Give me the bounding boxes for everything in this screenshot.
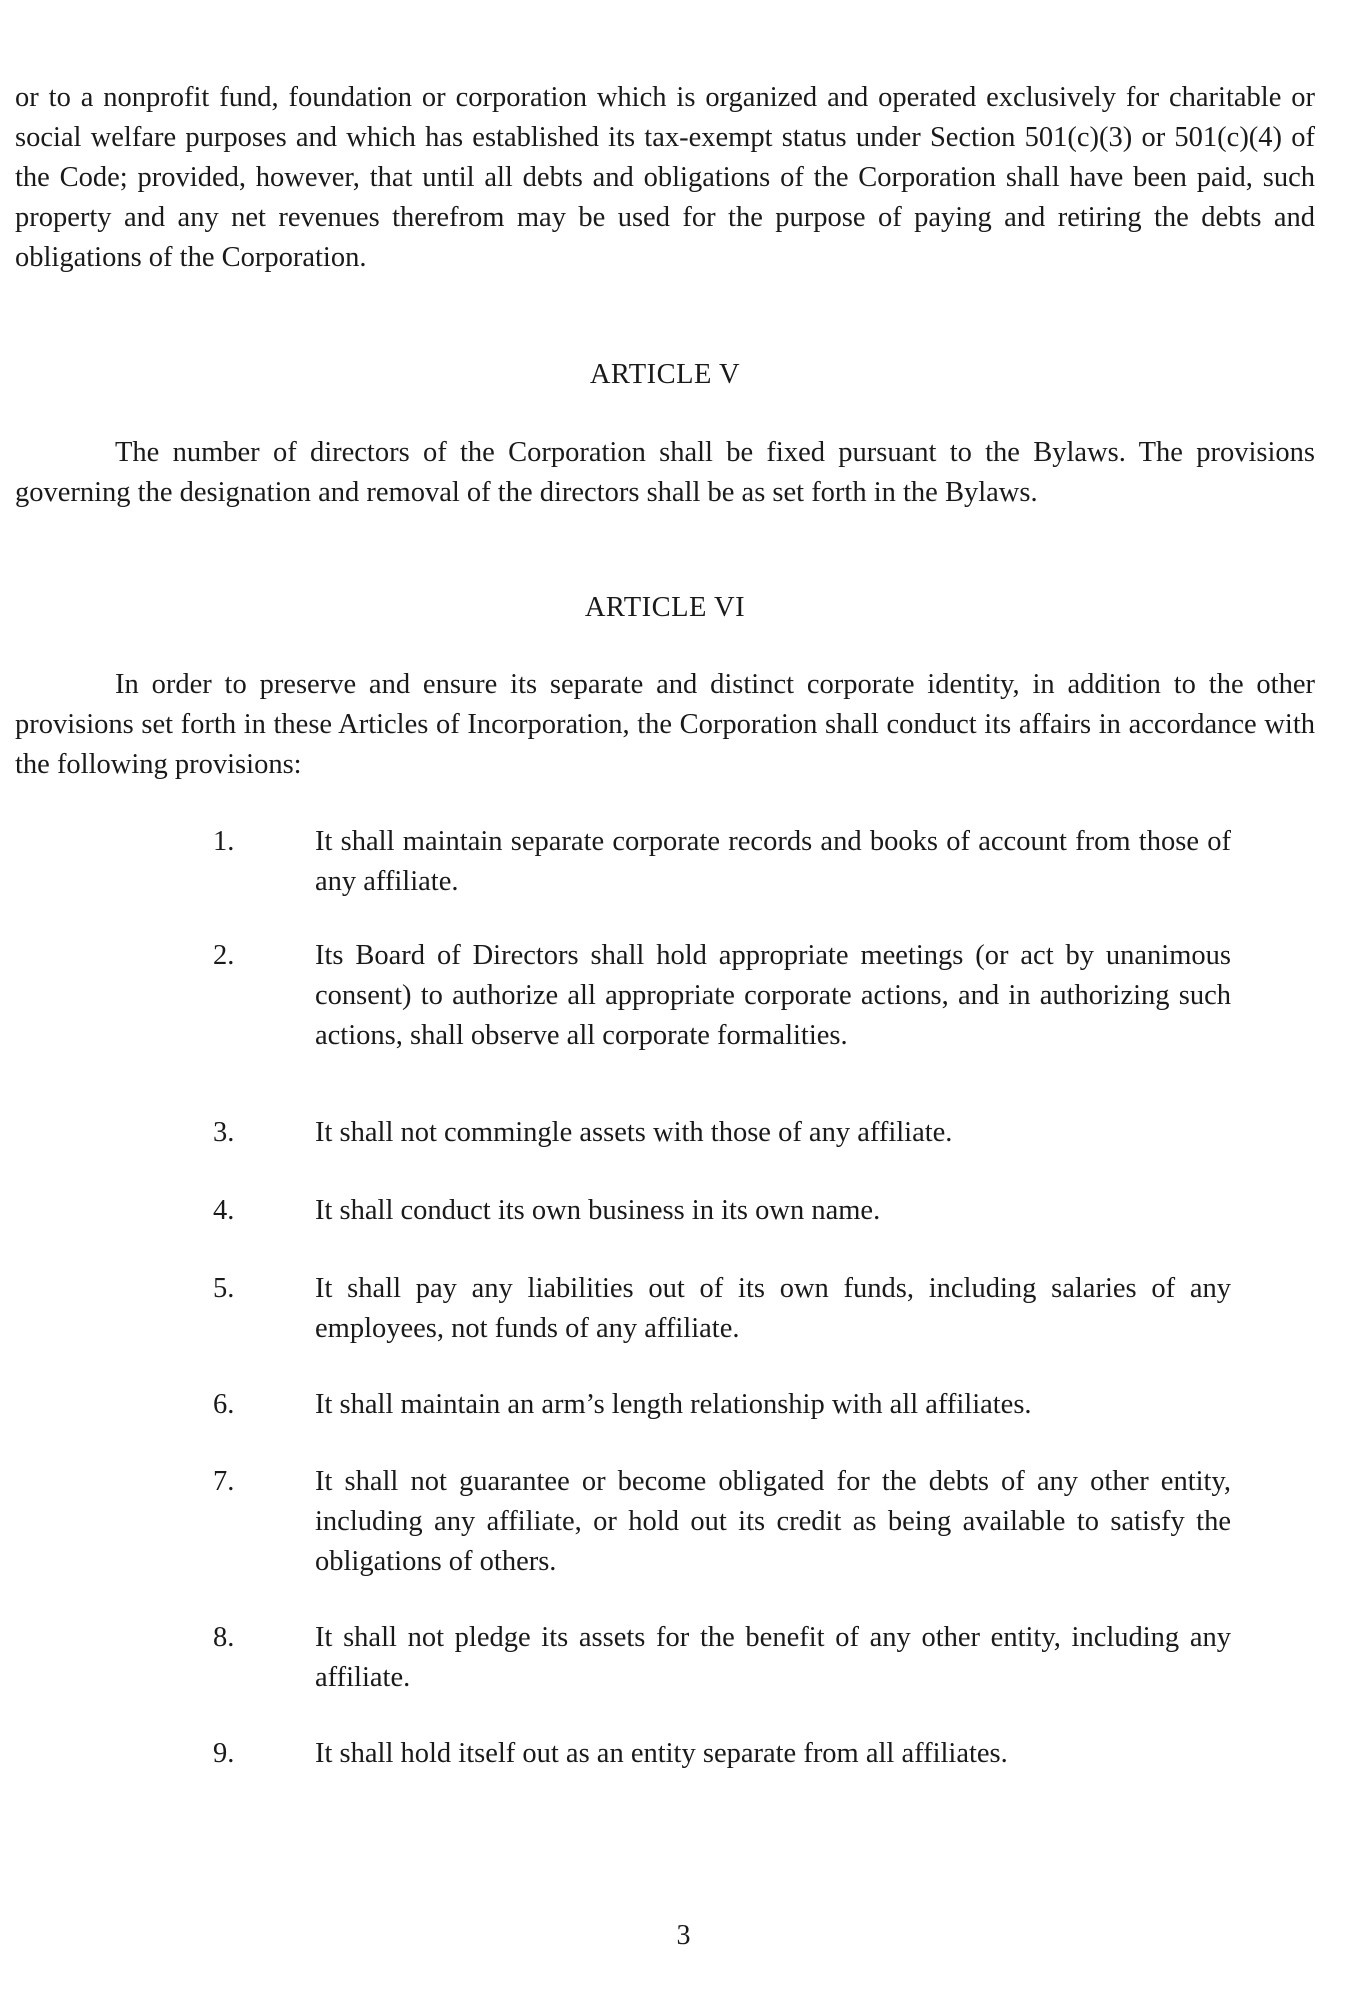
article-v-paragraph: The number of directors of the Corporation shall be fixed pursuant to the Bylaws. The provisions governing the designation and removal of the directors shall be as set forth in the Bylaws.	[15, 437, 1315, 508]
list-item-text: It shall maintain an arm’s length relationship with all affiliates.	[315, 1389, 1032, 1420]
page-number: 3	[676, 1920, 691, 1951]
article-v-heading: ARTICLE V	[589, 359, 741, 390]
list-item-number: 4.	[213, 1195, 235, 1226]
list-item-number: 2.	[213, 940, 235, 971]
list-item-number: 9.	[213, 1738, 235, 1769]
list-item-number: 5.	[213, 1273, 235, 1304]
list-item-text: It shall not guarantee or become obligated for the debts of any other entity, including any affiliate, or hold out its credit as being available to satisfy the obligations of others.	[315, 1466, 1231, 1577]
list-item-text: Its Board of Directors shall hold appropriate meetings (or act by unanimous consent) to authorize all appropriate corporate actions, and in authorizing such actions, shall observe all corporate formalities.	[315, 940, 1231, 1051]
article-vi-paragraph: In order to preserve and ensure its separate and distinct corporate identity, in addition to the other provisions set forth in these Articles of Incorporation, the Corporation shall conduct its affairs in accordance with the following provisions:	[15, 669, 1315, 780]
intro-paragraph: or to a nonprofit fund, foundation or corporation which is organized and operated exclusively for charitable or social welfare purposes and which has established its tax-exempt status under Section 501(c)(3) or 501(c)(4) of the Code; provided, however, that until all debts and obligations of the Corporation shall have been paid, such property and any net revenues therefrom may be used for the purpose of paying and retiring the debts and obligations of the Corporation.	[15, 82, 1315, 273]
list-item-text: It shall conduct its own business in its own name.	[315, 1195, 881, 1226]
list-item-text: It shall maintain separate corporate records and books of account from those of any affiliate.	[315, 826, 1231, 897]
list-item-number: 7.	[213, 1466, 235, 1497]
list-item-number: 3.	[213, 1117, 235, 1148]
list-item-text: It shall hold itself out as an entity separate from all affiliates.	[315, 1738, 1008, 1769]
list-item-number: 6.	[213, 1389, 235, 1420]
list-item-number: 8.	[213, 1622, 235, 1653]
list-item-text: It shall not commingle assets with those of any affiliate.	[315, 1117, 953, 1148]
list-item-text: It shall pay any liabilities out of its own funds, including salaries of any employees, not funds of any affiliate.	[315, 1273, 1231, 1344]
list-item-number: 1.	[213, 826, 235, 857]
article-vi-heading: ARTICLE VI	[584, 592, 746, 623]
list-item-text: It shall not pledge its assets for the benefit of any other entity, including any affiliate.	[315, 1622, 1231, 1693]
